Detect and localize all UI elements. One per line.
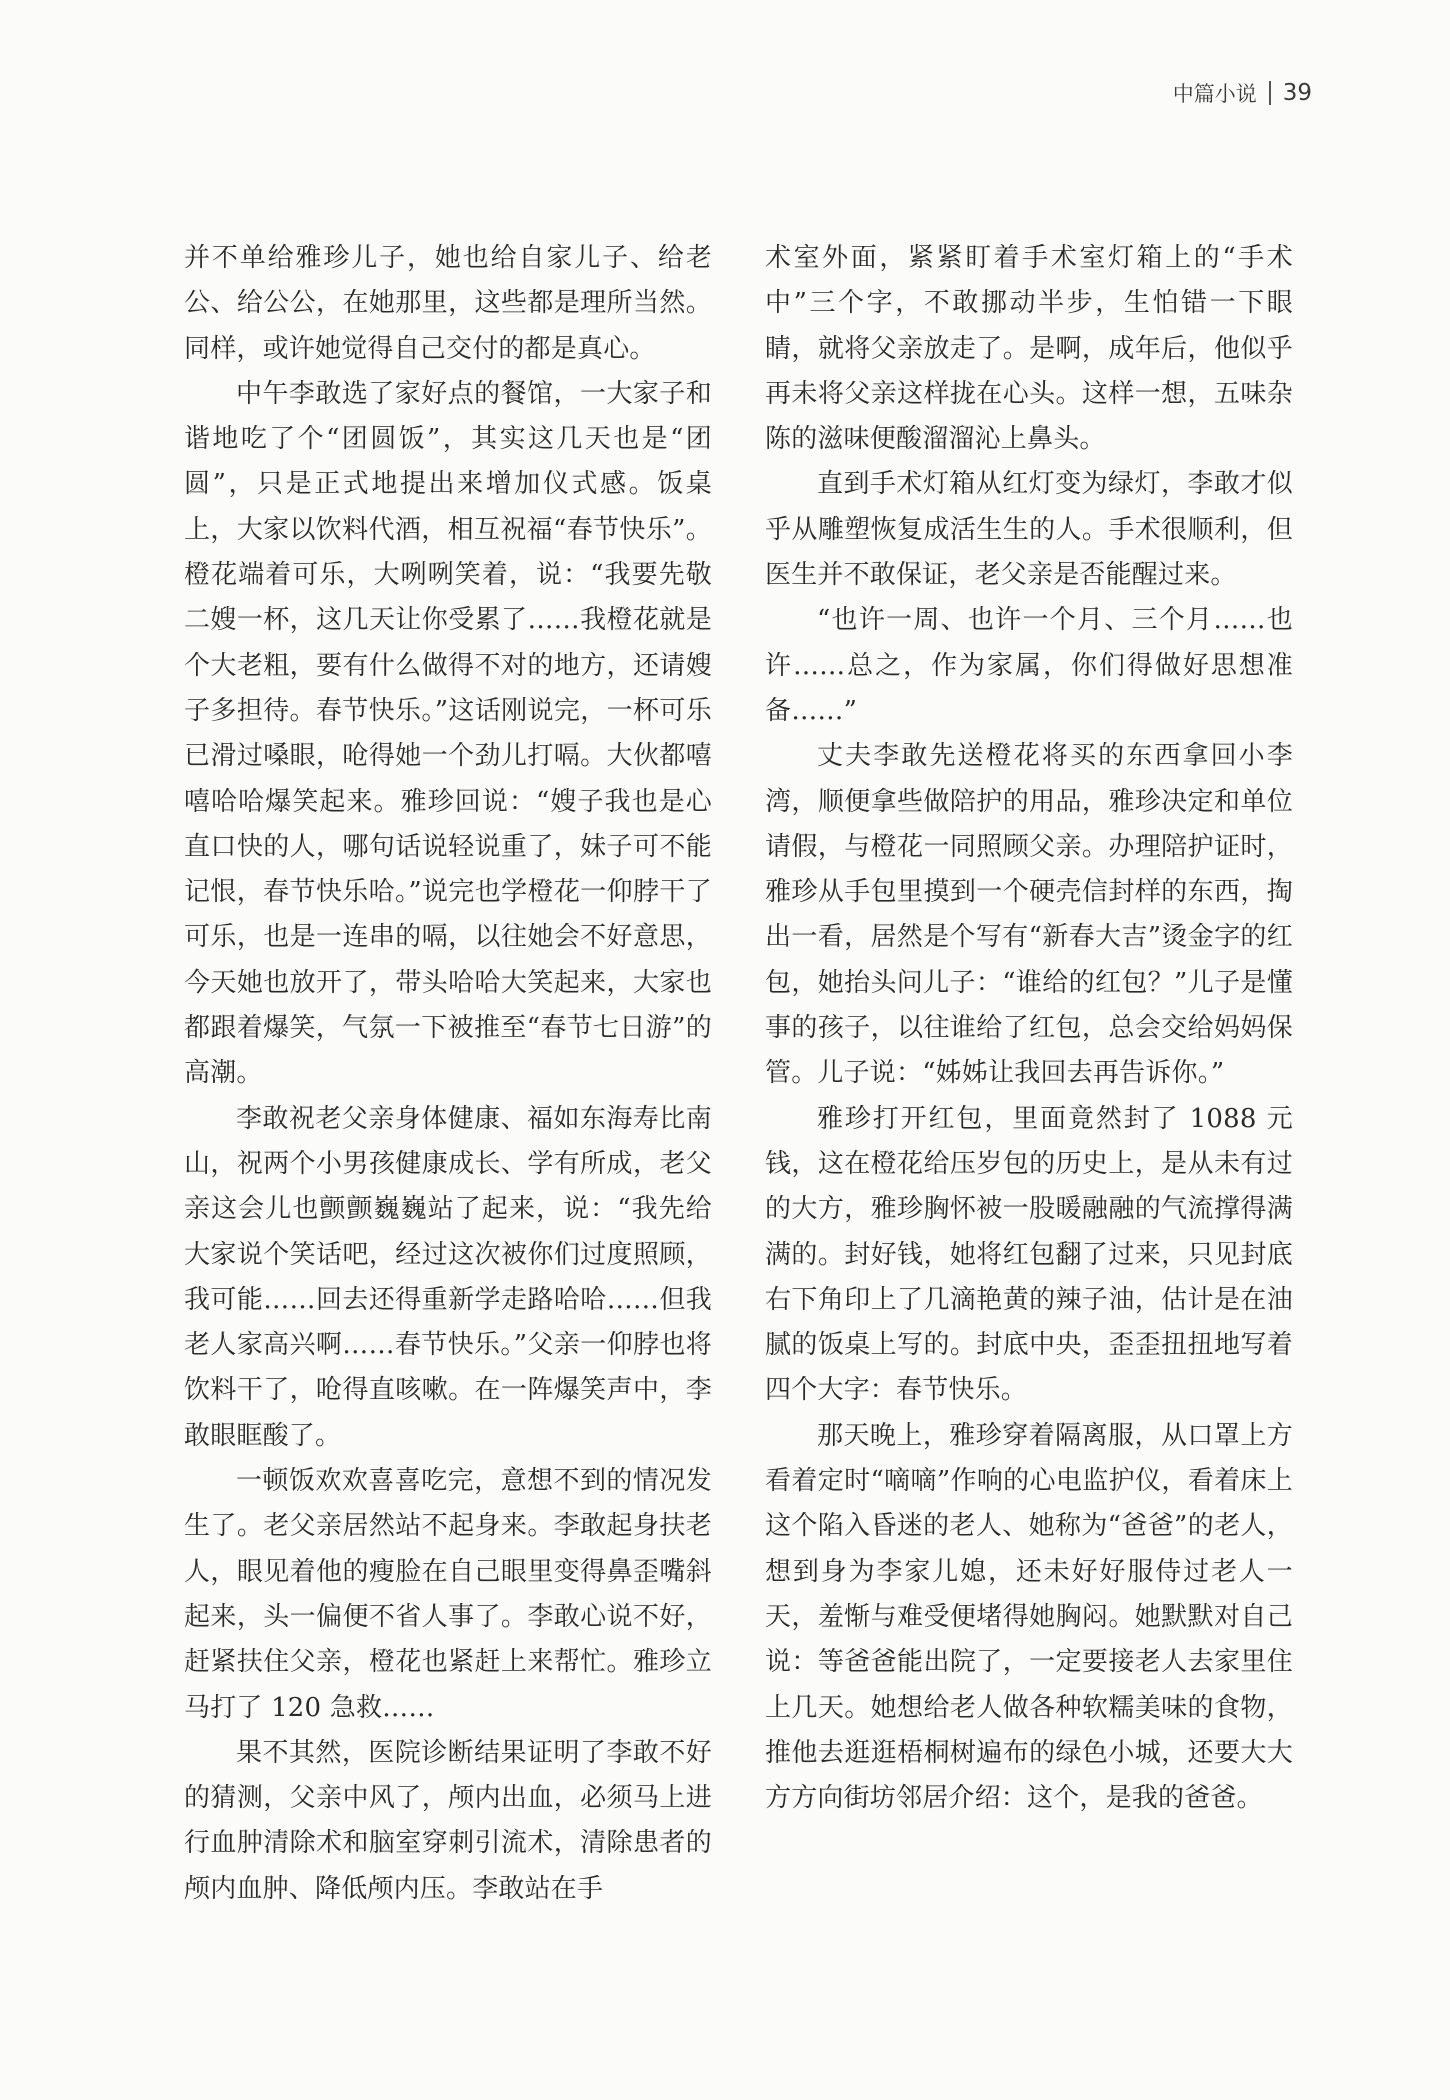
- paragraph: 并不单给雅珍儿子，她也给自家儿子、给老公、给公公，在她那里，这些都是理所当然。同样，或许她觉得自己交付的都是真心。: [184, 243, 712, 364]
- paragraph: 雅珍打开红包，里面竟然封了 1088 元钱，这在橙花给压岁包的历史上，是从未有过的大方，雅珍胸怀被一股暖融融的气流撑得满满的。封好钱，她将红包翻了过来，只见封底右下角印上了几滴艳黄的辣子油，估计是在油腻的饭桌上写的。封底中央，歪歪扭扭地写着四个大字：春节快乐。: [765, 1103, 1293, 1406]
- left-text-column: [184, 236, 712, 1912]
- paragraph: 中午李敢选了家好点的餐馆，一大家子和谐地吃了个“团圆饭”，其实这几天也是“团圆”，只是正式地提出来增加仪式感。饭桌上，大家以饮料代酒，相互祝福“春节快乐”。橙花端着可乐，大咧咧笑着，说：“我要先敬二嫂一杯，这几天让你受累了……我橙花就是个大老粗，要有什么做得不对的地方，还请嫂子多担待。春节快乐。”这话刚说完，一杯可乐已滑过嗓眼，呛得她一个劲儿打嗝。大伙都嘻嘻哈哈爆笑起来。雅珍回说：“嫂子我也是心直口快的人，哪句话说轻说重了，妹子可不能记恨，春节快乐哈。”说完也学橙花一仰脖干了可乐，也是一连串的嗝，以往她会不好意思，今天她也放开了，带头哈哈大笑起来，大家也都跟着爆笑，气氛一下被推至“春节七日游”的高潮。: [184, 378, 712, 1089]
- paragraph: 一顿饭欢欢喜喜吃完，意想不到的情况发生了。老父亲居然站不起身来。李敢起身扶老人，眼见着他的瘦脸在自己眼里变得鼻歪嘴斜起来，头一偏便不省人事了。李敢心说不好，赶紧扶住父亲，橙花也紧赶上来帮忙。雅珍立马打了 120 急救……: [184, 1466, 712, 1723]
- paragraph: 直到手术灯箱从红灯变为绿灯，李敢才似乎从雕塑恢复成活生生的人。手术很顺利，但医生并不敢保证，老父亲是否能醒过来。: [765, 469, 1293, 591]
- running-header: [1173, 78, 1312, 108]
- paragraph: 丈夫李敢先送橙花将买的东西拿回小李湾，顺便拿些做陪护的用品，雅珍决定和单位请假，与橙花一同照顾父亲。办理陪护证时，雅珍从手包里摸到一个硬壳信封样的东西，掏出一看，居然是个写有“新春大吉”烫金字的红包，她抬头问儿子：“谁给的红包？”儿子是懂事的孩子，以往谁给了红包，总会交给妈妈保管。儿子说：“姊姊让我回去再告诉你。”: [765, 741, 1293, 1089]
- paragraph: 李敢祝老父亲身体健康、福如东海寿比南山，祝两个小男孩健康成长、学有所成，老父亲这会儿也颤颤巍巍站了起来，说：“我先给大家说个笑话吧，经过这次被你们过度照顾，我可能……回去还得重新学走路哈哈……但我老人家高兴啊……春节快乐。”父亲一仰脖也将饮料干了，呛得直咳嗽。在一阵爆笑声中，李敢眼眶酸了。: [184, 1103, 712, 1451]
- paragraph: “也许一周、也许一个月、三个月……也许……总之，作为家属，你们得做好思想准备……”: [765, 605, 1293, 726]
- paragraph: 术室外面，紧紧盯着手术室灯箱上的“手术中”三个字，不敢挪动半步，生怕错一下眼睛，就将父亲放走了。是啊，成年后，他似乎再未将父亲这样拢在心头。这样一想，五味杂陈的滋味便酸溜溜沁上鼻头。: [765, 243, 1293, 455]
- header-divider: [1269, 81, 1271, 105]
- paragraph: 果不其然，医院诊断结果证明了李敢不好的猜测，父亲中风了，颅内出血，必须马上进行血肿清除术和脑室穿刺引流术，清除患者的颅内血肿、降低颅内压。李敢站在手: [184, 1737, 712, 1904]
- paragraph: 那天晚上，雅珍穿着隔离服，从口罩上方看着定时“嘀嘀”作响的心电监护仪，看着床上这个陷入昏迷的老人、她称为“爸爸”的老人，想到身为李家儿媳，还未好好服侍过老人一天，羞惭与难受便堵得她胸闷。她默默对自己说：等爸爸能出院了，一定要接老人去家里住上几天。她想给老人做各种软糯美味的食物，推他去逛逛梧桐树遍布的绿色小城，还要大大方方向街坊邻居介绍：这个，是我的爸爸。: [765, 1420, 1293, 1814]
- page-number: 39: [1282, 80, 1312, 106]
- right-text-column: [765, 236, 1293, 1821]
- section-title: 中篇小说: [1172, 82, 1257, 106]
